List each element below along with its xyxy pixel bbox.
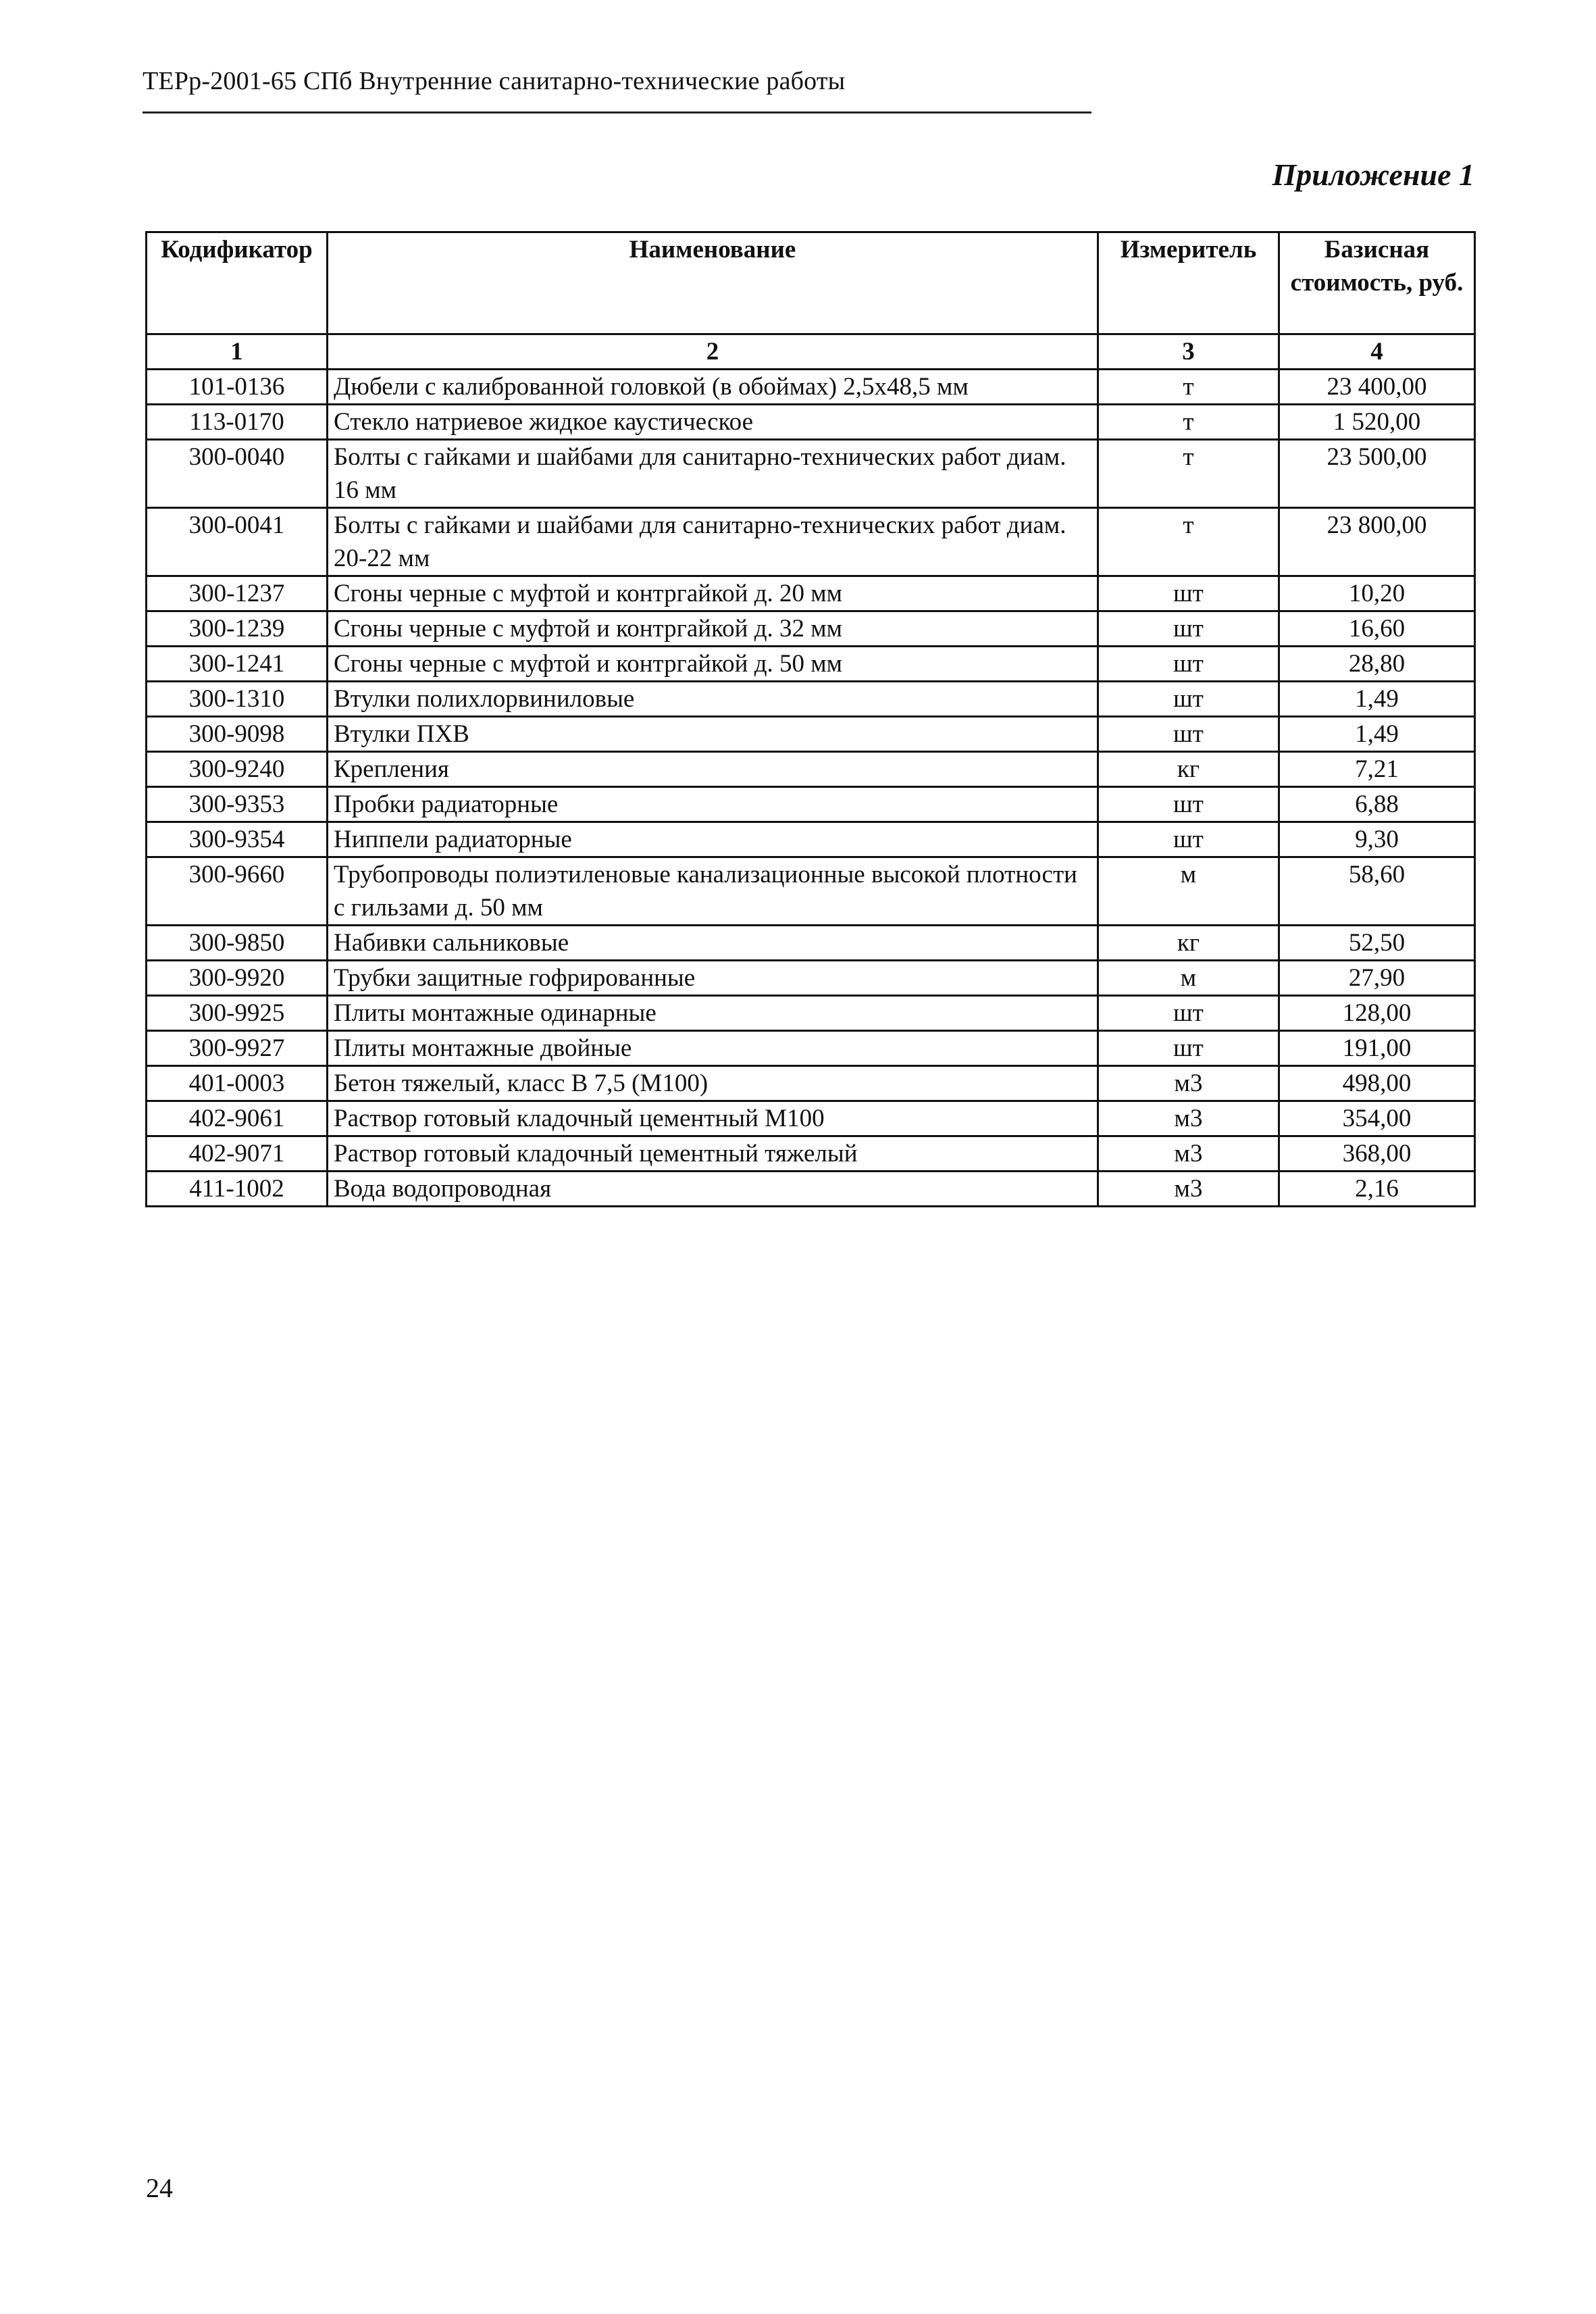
table-header-row (147, 232, 1475, 334)
column-header-name: Наименование (328, 232, 1098, 334)
name-cell: Втулки ПХВ (328, 717, 1098, 752)
unit-cell: м3 (1098, 1101, 1279, 1136)
unit-cell: шт (1098, 996, 1279, 1031)
name-cell: Трубопроводы полиэтиленовые канализационные высокой плотности с гильзами д. 50 мм (328, 857, 1098, 926)
appendix-label: Приложение 1 (1272, 157, 1474, 192)
price-cell: 1,49 (1279, 682, 1475, 717)
unit-cell: шт (1098, 822, 1279, 857)
name-cell: Сгоны черные с муфтой и контргайкой д. 32 мм (328, 611, 1098, 647)
table-row (147, 996, 1475, 1031)
code-cell: 300-9354 (147, 822, 328, 857)
name-cell: Втулки полихлорвиниловые (328, 682, 1098, 717)
unit-cell: кг (1098, 926, 1279, 961)
name-cell: Сгоны черные с муфтой и контргайкой д. 20 мм (328, 576, 1098, 611)
running-header: ТЕРр-2001-65 СПб Внутренние санитарно-технические работы (143, 67, 846, 95)
unit-cell: т (1098, 370, 1279, 405)
name-cell: Плиты монтажные одинарные (328, 996, 1098, 1031)
table-row (147, 576, 1475, 611)
code-cell: 402-9071 (147, 1136, 328, 1172)
table-row (147, 752, 1475, 787)
code-cell: 300-9920 (147, 961, 328, 996)
table-row (147, 961, 1475, 996)
column-header-unit: Измеритель (1098, 232, 1279, 334)
name-cell: Вода водопроводная (328, 1172, 1098, 1207)
unit-cell: шт (1098, 1031, 1279, 1066)
table-row (147, 857, 1475, 926)
name-cell: Бетон тяжелый, класс В 7,5 (М100) (328, 1066, 1098, 1101)
unit-cell: м3 (1098, 1066, 1279, 1101)
price-cell: 58,60 (1279, 857, 1475, 926)
table-body (147, 370, 1475, 1207)
name-cell: Трубки защитные гофрированные (328, 961, 1098, 996)
table-row (147, 926, 1475, 961)
unit-cell: м (1098, 857, 1279, 926)
name-cell: Раствор готовый кладочный цементный М100 (328, 1101, 1098, 1136)
code-cell: 300-9098 (147, 717, 328, 752)
column-header-price: Базисная стоимость, руб. (1279, 232, 1475, 334)
name-cell: Набивки сальниковые (328, 926, 1098, 961)
price-cell: 1 520,00 (1279, 405, 1475, 440)
name-cell: Раствор готовый кладочный цементный тяжелый (328, 1136, 1098, 1172)
code-cell: 300-9240 (147, 752, 328, 787)
unit-cell: шт (1098, 611, 1279, 647)
column-number: 2 (328, 334, 1098, 370)
unit-cell: шт (1098, 647, 1279, 682)
price-cell: 9,30 (1279, 822, 1475, 857)
code-cell: 101-0136 (147, 370, 328, 405)
price-cell: 23 500,00 (1279, 440, 1475, 508)
price-cell: 354,00 (1279, 1101, 1475, 1136)
code-cell: 300-9850 (147, 926, 328, 961)
table-row (147, 647, 1475, 682)
table-row (147, 682, 1475, 717)
price-cell: 368,00 (1279, 1136, 1475, 1172)
price-cell: 128,00 (1279, 996, 1475, 1031)
unit-cell: кг (1098, 752, 1279, 787)
name-cell: Ниппели радиаторные (328, 822, 1098, 857)
code-cell: 300-0041 (147, 508, 328, 576)
code-cell: 300-0040 (147, 440, 328, 508)
code-cell: 300-1241 (147, 647, 328, 682)
unit-cell: м (1098, 961, 1279, 996)
table-row (147, 787, 1475, 822)
price-cell: 498,00 (1279, 1066, 1475, 1101)
price-cell: 6,88 (1279, 787, 1475, 822)
column-number: 3 (1098, 334, 1279, 370)
unit-cell: шт (1098, 682, 1279, 717)
table-row (147, 1066, 1475, 1101)
code-cell: 300-1239 (147, 611, 328, 647)
unit-cell: т (1098, 405, 1279, 440)
table-row (147, 717, 1475, 752)
price-cell: 16,60 (1279, 611, 1475, 647)
unit-cell: шт (1098, 787, 1279, 822)
name-cell: Дюбели с калиброванной головкой (в обоймах) 2,5х48,5 мм (328, 370, 1098, 405)
code-cell: 300-9927 (147, 1031, 328, 1066)
column-number: 4 (1279, 334, 1475, 370)
unit-cell: м3 (1098, 1136, 1279, 1172)
table-row (147, 1031, 1475, 1066)
name-cell: Плиты монтажные двойные (328, 1031, 1098, 1066)
unit-cell: т (1098, 508, 1279, 576)
code-cell: 300-9925 (147, 996, 328, 1031)
price-cell: 7,21 (1279, 752, 1475, 787)
column-number-row (147, 334, 1475, 370)
table-row (147, 1136, 1475, 1172)
name-cell: Болты с гайками и шайбами для санитарно-технических работ диам. 16 мм (328, 440, 1098, 508)
column-header-code: Кодификатор (147, 232, 328, 334)
name-cell: Болты с гайками и шайбами для санитарно-технических работ диам. 20-22 мм (328, 508, 1098, 576)
table-row (147, 1172, 1475, 1207)
code-cell: 402-9061 (147, 1101, 328, 1136)
price-cell: 1,49 (1279, 717, 1475, 752)
price-cell: 10,20 (1279, 576, 1475, 611)
name-cell: Пробки радиаторные (328, 787, 1098, 822)
table-row (147, 370, 1475, 405)
unit-cell: шт (1098, 717, 1279, 752)
unit-cell: т (1098, 440, 1279, 508)
table-row (147, 508, 1475, 576)
price-cell: 23 800,00 (1279, 508, 1475, 576)
column-number: 1 (147, 334, 328, 370)
code-cell: 401-0003 (147, 1066, 328, 1101)
price-cell: 23 400,00 (1279, 370, 1475, 405)
price-cell: 52,50 (1279, 926, 1475, 961)
code-cell: 300-1237 (147, 576, 328, 611)
name-cell: Сгоны черные с муфтой и контргайкой д. 50 мм (328, 647, 1098, 682)
code-cell: 411-1002 (147, 1172, 328, 1207)
price-cell: 28,80 (1279, 647, 1475, 682)
table-row (147, 611, 1475, 647)
unit-cell: шт (1098, 576, 1279, 611)
table-row (147, 440, 1475, 508)
name-cell: Стекло натриевое жидкое каустическое (328, 405, 1098, 440)
code-cell: 300-1310 (147, 682, 328, 717)
price-cell: 27,90 (1279, 961, 1475, 996)
price-table (145, 231, 1476, 1207)
table-row (147, 822, 1475, 857)
table-row (147, 405, 1475, 440)
price-cell: 2,16 (1279, 1172, 1475, 1207)
code-cell: 300-9353 (147, 787, 328, 822)
name-cell: Крепления (328, 752, 1098, 787)
code-cell: 113-0170 (147, 405, 328, 440)
price-cell: 191,00 (1279, 1031, 1475, 1066)
code-cell: 300-9660 (147, 857, 328, 926)
header-rule (143, 111, 1091, 114)
table-row (147, 1101, 1475, 1136)
unit-cell: м3 (1098, 1172, 1279, 1207)
page-number: 24 (146, 2173, 173, 2203)
